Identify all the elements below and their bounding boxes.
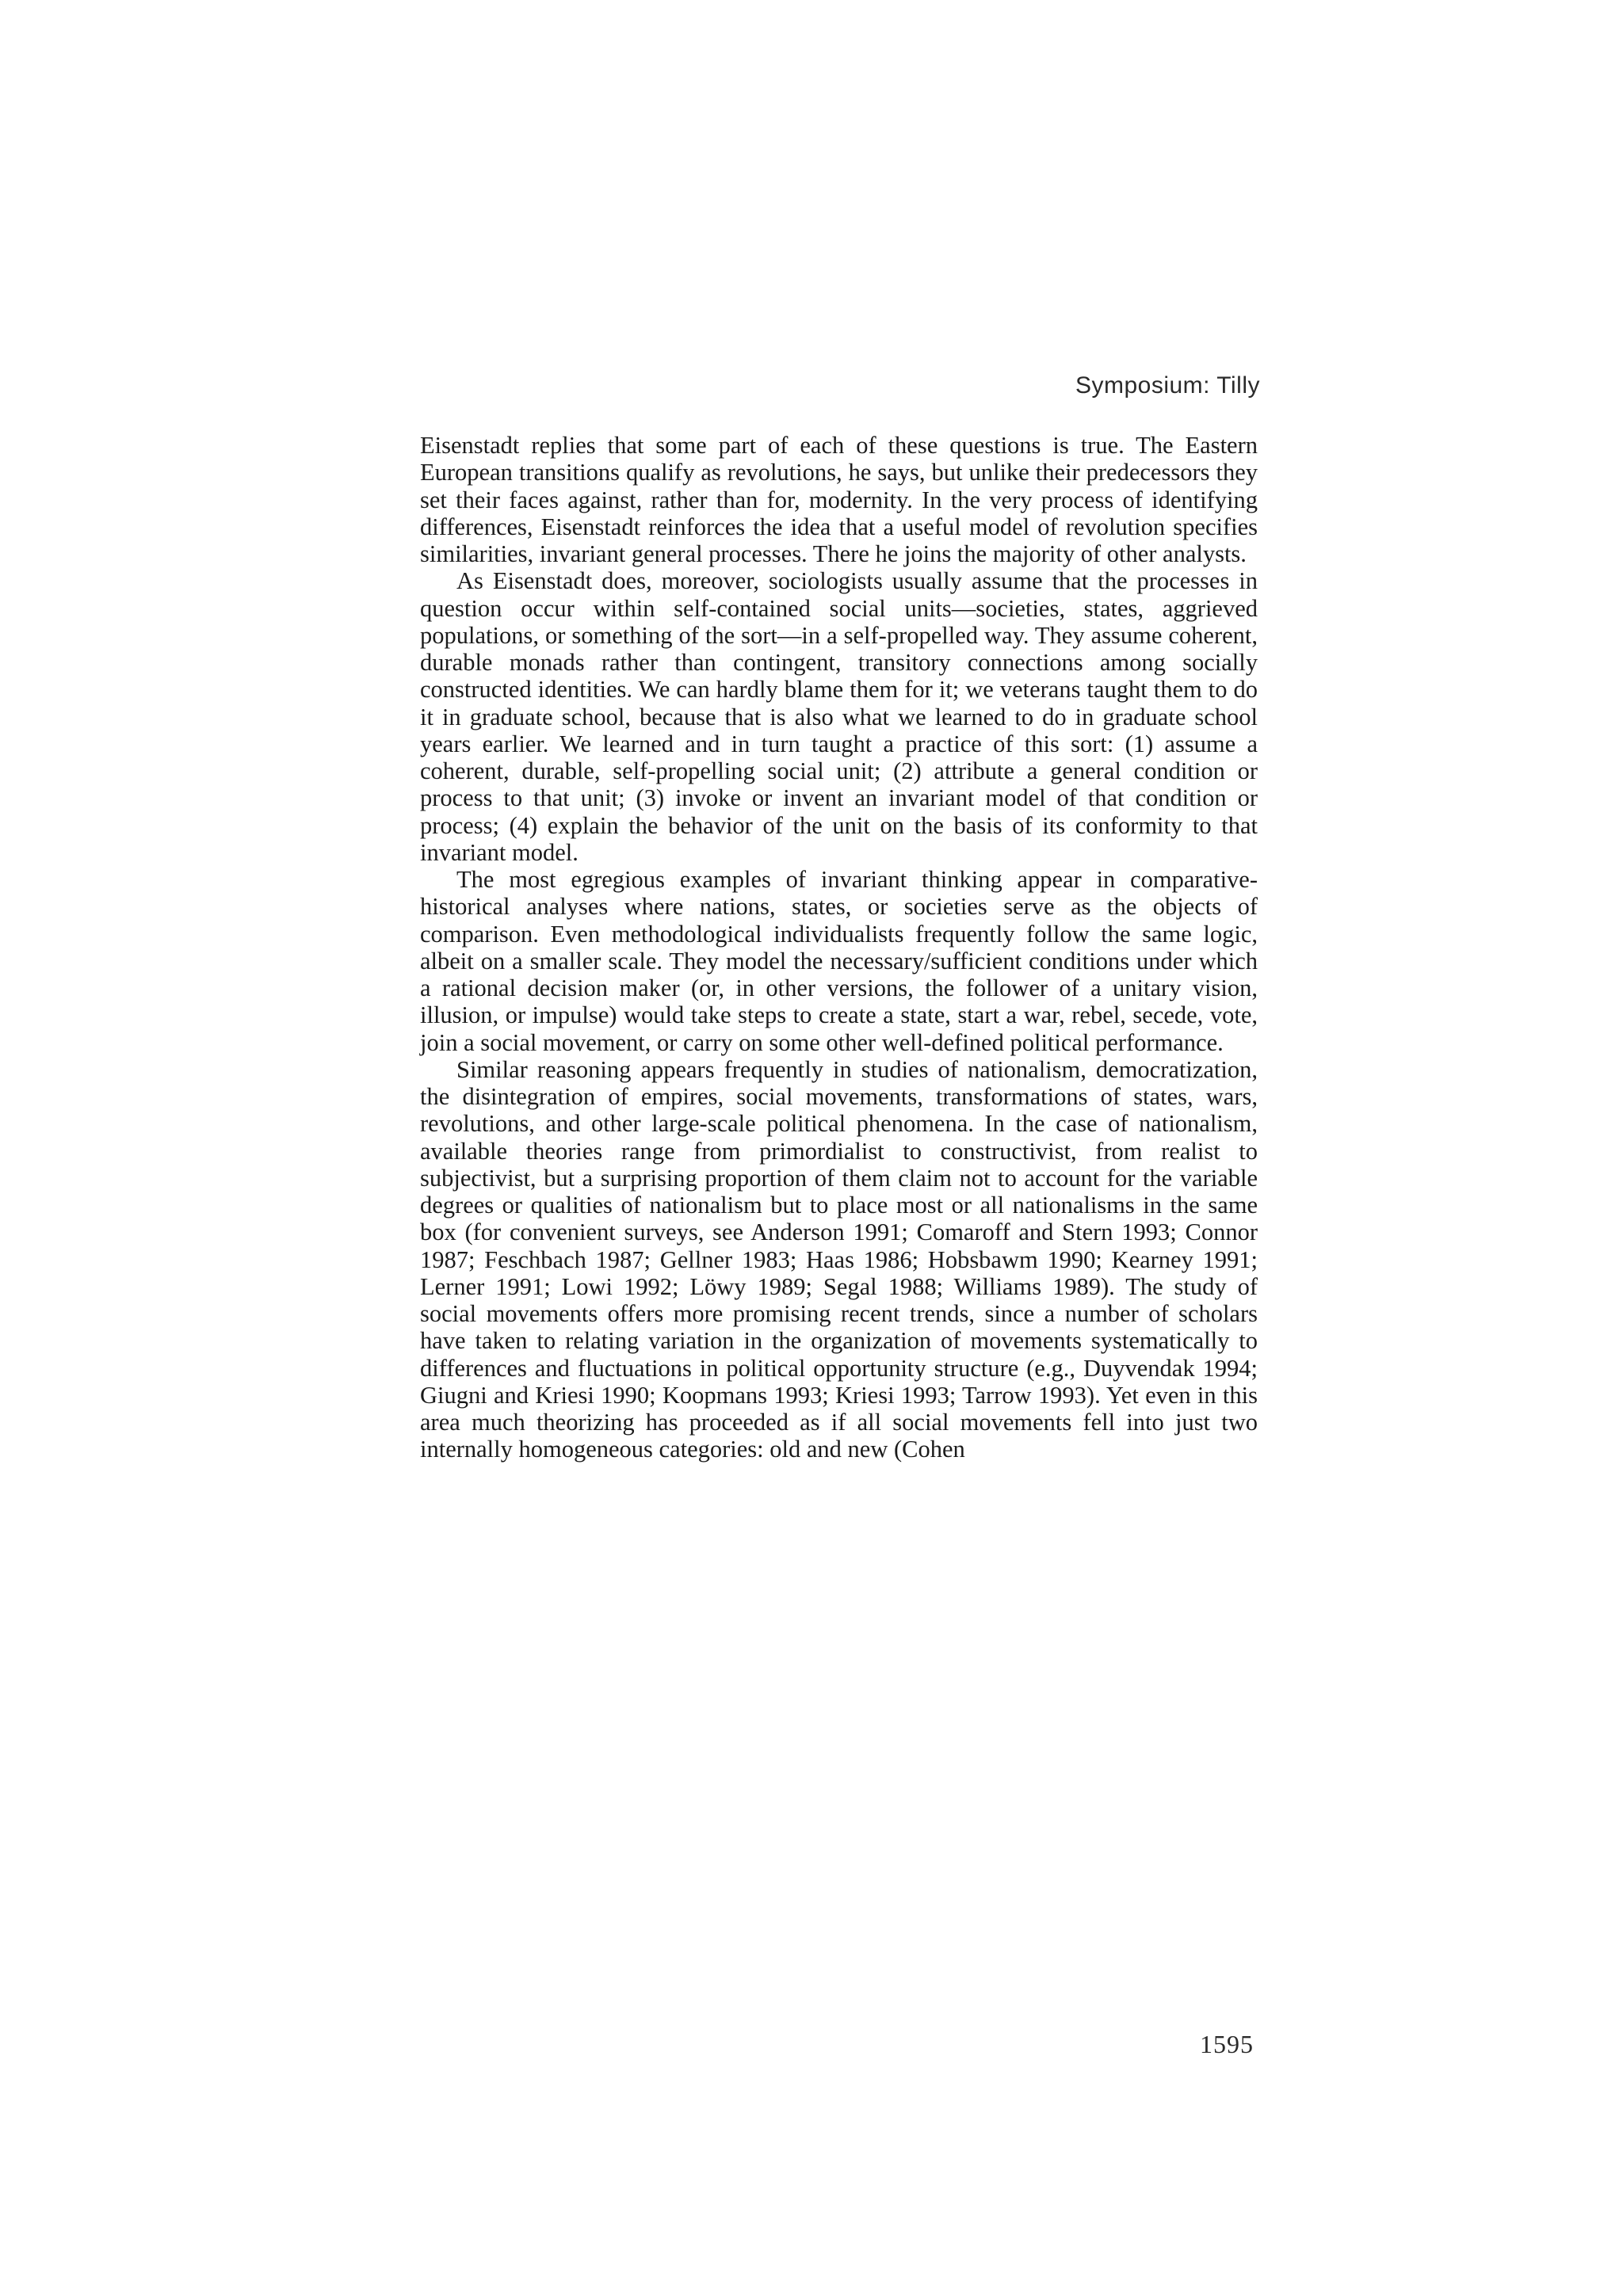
- body-text: [420, 432, 1258, 1463]
- paragraph-3: The most egregious examples of invariant thinking appear in comparative-historical analyses where nations, states, or societies serve as the objects of comparison. Even methodological individualists frequently follow the same logic, albeit on a smaller scale. They model the necessary/sufficient conditions under which a rational decision maker (or, in other versions, the follower of a unitary vision, illusion, or impulse) would take steps to create a state, start a war, rebel, secede, vote, join a social movement, or carry on some other well-defined political performance.: [420, 866, 1258, 1056]
- running-head: Symposium: Tilly: [1075, 372, 1260, 399]
- paragraph-1: Eisenstadt replies that some part of each of these questions is true. The Eastern European transitions qualify as revolutions, he says, but unlike their predecessors they set their faces against, rather than for, modernity. In the very process of identifying differences, Eisenstadt reinforces the idea that a useful model of revolution specifies similarities, invariant general processes. There he joins the majority of other analysts.: [420, 432, 1258, 567]
- paragraph-2: As Eisenstadt does, moreover, sociologists usually assume that the processes in question occur within self-contained social units—societies, states, aggrieved populations, or something of the sort—in a self-propelled way. They assume coherent, durable monads rather than contingent, transitory connections among socially constructed identities. We can hardly blame them for it; we veterans taught them to do it in graduate school, because that is also what we learned to do in graduate school years earlier. We learned and in turn taught a practice of this sort: (1) assume a coherent, durable, self-propelling social unit; (2) attribute a general condition or process to that unit; (3) invoke or invent an invariant model of that condition or process; (4) explain the behavior of the unit on the basis of its conformity to that invariant model.: [420, 567, 1258, 866]
- paragraph-4: Similar reasoning appears frequently in studies of nationalism, democratization, the disintegration of empires, social movements, transformations of states, wars, revolutions, and other large-scale political phenomena. In the case of nationalism, available theories range from primordialist to constructivist, from realist to subjectivist, but a surprising proportion of them claim not to account for the variable degrees or qualities of nationalism but to place most or all nationalisms in the same box (for convenient surveys, see Anderson 1991; Comaroff and Stern 1993; Connor 1987; Feschbach 1987; Gellner 1983; Haas 1986; Hobsbawm 1990; Kearney 1991; Lerner 1991; Lowi 1992; Löwy 1989; Segal 1988; Williams 1989). The study of social movements offers more promising recent trends, since a number of scholars have taken to relating variation in the organization of movements systematically to differences and fluctuations in political opportunity structure (e.g., Duyvendak 1994; Giugni and Kriesi 1990; Koopmans 1993; Kriesi 1993; Tarrow 1993). Yet even in this area much theorizing has proceeded as if all social movements fell into just two internally homogeneous categories: old and new (Cohen: [420, 1055, 1258, 1463]
- page-number: 1595: [1200, 2030, 1254, 2058]
